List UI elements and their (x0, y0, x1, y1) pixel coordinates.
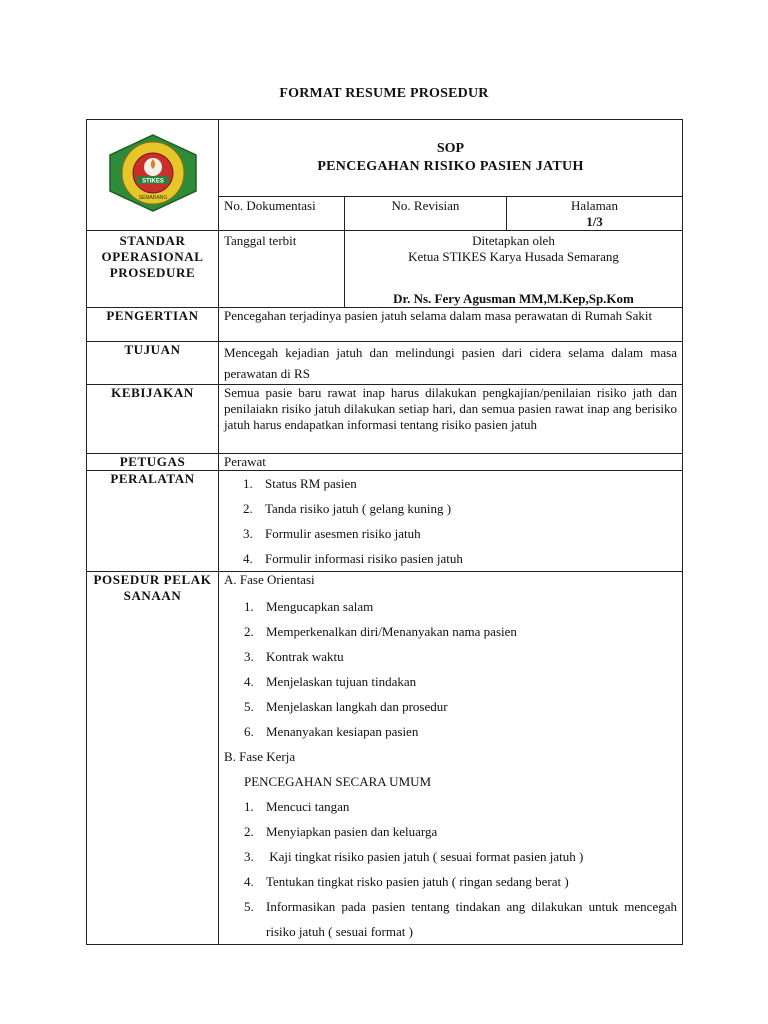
tujuan-label: TUJUAN (124, 342, 181, 357)
peralatan-label: PERALATAN (110, 471, 195, 486)
standar-label: STANDAR OPERASIONAL PROSEDURE (101, 233, 204, 280)
standar-label-cell (87, 231, 219, 308)
logo-cell (87, 120, 219, 231)
petugas-text: Perawat (219, 454, 683, 471)
logo-banner-text: STIKES (141, 178, 164, 185)
ditetapkan-cell (345, 231, 683, 308)
list-item: 2. Menyiapkan pasien dan keluarga (244, 824, 438, 839)
peralatan-list-cell (219, 471, 683, 572)
list-item: 2. Memperkenalkan diri/Menanyakan nama pasien (244, 624, 517, 639)
list-item: 6. Menanyakan kesiapan pasien (244, 724, 419, 739)
kebijakan-text: Semua pasie baru rawat inap harus dilakukan pengkajian/penilaian risiko jath dan penilaiakn risiko jatuh dilakukan setiap hari, dan semua pasien rawat inap ang berisiko jatuh harus endapatkan informasi tentang risiko pasien jatuh (219, 385, 683, 454)
list-item: 2. Tanda risiko jatuh ( gelang kuning ) (243, 501, 452, 516)
kebijakan-label-cell (87, 385, 219, 454)
sop-title: PENCEGAHAN RISIKO PASIEN JATUH (317, 159, 584, 174)
petugas-label: PETUGAS (119, 454, 186, 469)
list-item: 5. Menjelaskan langkah dan prosedur (244, 699, 448, 714)
no-revisian-cell (345, 197, 507, 231)
list-item: 4. Menjelaskan tujuan tindakan (244, 674, 417, 689)
tujuan-text: Mencegah kejadian jatuh dan melindungi pasien dari cidera selama dalam masa perawatan di RS (219, 342, 683, 385)
list-item: 5. Informasikan pada pasien tentang tindakan ang dilakukan untuk mencegah risiko jatuh ( sesuai format ) (244, 899, 677, 939)
phase-b-subheading: PENCEGAHAN SECARA UMUM (244, 774, 432, 789)
sop-label: SOP (436, 141, 465, 156)
list-item: 3. Formulir asesmen risiko jatuh (243, 526, 421, 541)
pengertian-label: PENGERTIAN (106, 308, 199, 323)
tanggal-terbit-label: Tanggal terbit (224, 233, 297, 248)
prosedur-cell (219, 572, 683, 945)
pengertian-text: Pencegahan terjadinya pasien jatuh selama dalam masa perawatan di Rumah Sakit (219, 308, 683, 342)
prosedur-label: POSEDUR PELAKSANAAN (93, 572, 212, 603)
list-item: 3. Kaji tingkat risiko pasien jatuh ( sesuai format pasien jatuh ) (244, 849, 584, 864)
list-item: 1. Mengucapkan salam (244, 599, 374, 614)
halaman-value: 1/3 (586, 214, 603, 229)
phase-b-heading: B. Fase Kerja (224, 749, 296, 764)
pengertian-label-cell (87, 308, 219, 342)
document-title: FORMAT RESUME PROSEDUR (279, 86, 489, 101)
halaman-label: Halaman (571, 198, 618, 213)
phase-a-list (224, 594, 677, 744)
tanggal-terbit-cell (219, 231, 345, 308)
ditetapkan-label: Ditetapkan oleh (472, 233, 555, 248)
signatory-name: Dr. Ns. Fery Agusman MM,M.Kep,Sp.Kom (393, 291, 634, 306)
logo-bottom-text: SEMARANG (138, 195, 167, 201)
stikes-logo (104, 133, 202, 213)
list-item: 3. Kontrak waktu (244, 649, 344, 664)
ketua-label: Ketua STIKES Karya Husada Semarang (408, 249, 619, 264)
no-revisian-label: No. Revisian (391, 198, 460, 213)
sop-title-cell (219, 120, 683, 197)
list-item: 1. Mencuci tangan (244, 799, 350, 814)
peralatan-list (243, 471, 677, 571)
peralatan-label-cell (87, 471, 219, 572)
halaman-cell (507, 197, 683, 231)
kebijakan-label: KEBIJAKAN (111, 385, 194, 400)
list-item: 1. Status RM pasien (243, 476, 357, 491)
tujuan-label-cell (87, 342, 219, 385)
no-dokumentasi-cell (219, 197, 345, 231)
phase-b-list (224, 794, 677, 944)
phase-a-heading: A. Fase Orientasi (224, 572, 315, 587)
no-dokumentasi-label: No. Dokumentasi (224, 198, 316, 213)
petugas-label-cell (87, 454, 219, 471)
list-item: 4. Formulir informasi risiko pasien jatuh (243, 551, 463, 566)
prosedur-label-cell (87, 572, 219, 945)
sop-table (86, 119, 683, 945)
list-item: 4. Tentukan tingkat risko pasien jatuh ( ringan sedang berat ) (244, 874, 569, 889)
